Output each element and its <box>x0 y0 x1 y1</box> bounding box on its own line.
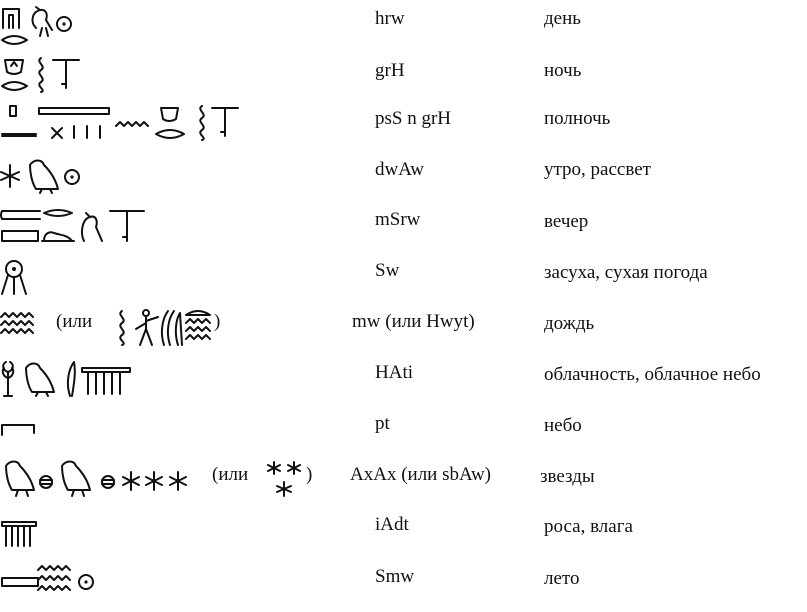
vulture-glyph <box>26 364 54 397</box>
transliteration: hrw <box>375 8 405 29</box>
transliteration: HAti <box>375 362 413 383</box>
sky-pole-glyph <box>53 60 79 88</box>
plant-glyph <box>3 362 13 396</box>
vocab-row <box>0 157 807 207</box>
mouth-glyph <box>2 82 27 90</box>
star-glyph <box>146 472 162 490</box>
man-glyph <box>136 310 158 345</box>
hieroglyph-svg <box>0 56 120 102</box>
hieroglyph-svg <box>0 258 60 304</box>
alt-prefix: (или <box>56 311 93 332</box>
russian-translation: облачность, облачное небо <box>544 364 761 385</box>
placenta-glyph <box>40 476 52 488</box>
hieroglyph-group <box>0 309 340 355</box>
twisted-flax-glyph <box>39 58 42 92</box>
hieroglyph-group <box>0 460 340 506</box>
vocab-row <box>0 411 807 461</box>
vocab-row <box>0 56 807 106</box>
russian-translation: ночь <box>544 60 582 81</box>
hieroglyph-group <box>0 207 340 253</box>
star-glyph <box>288 462 300 474</box>
reed-glyph <box>162 311 174 345</box>
transliteration: AxAx (или sbAw) <box>350 464 492 485</box>
star-glyph <box>268 462 280 474</box>
russian-translation: небо <box>544 415 582 436</box>
hieroglyph-svg <box>0 106 250 152</box>
vocab-row <box>0 207 807 257</box>
russian-translation: звезды <box>540 466 595 487</box>
transliteration: psS n grH <box>375 108 452 129</box>
hieroglyph-group <box>0 157 340 203</box>
twisted-flax-glyph <box>200 106 203 140</box>
transliteration: Sw <box>375 260 400 281</box>
mouth-glyph <box>156 130 184 138</box>
twisted-flax-glyph <box>120 311 123 345</box>
reed-glyph <box>176 313 182 345</box>
small-rect-glyph <box>10 106 16 116</box>
lion-glyph <box>42 232 74 241</box>
sky-pole-glyph <box>110 211 144 241</box>
hieroglyph-group <box>0 106 340 152</box>
vocab-row <box>0 106 807 156</box>
hieroglyph-svg <box>0 411 60 457</box>
hieroglyph-svg <box>0 460 320 506</box>
star-glyph <box>123 472 139 490</box>
alt-suffix: ) <box>306 464 313 485</box>
star-glyph <box>277 482 291 496</box>
sky-glyph <box>2 425 34 435</box>
russian-translation: дождь <box>544 313 595 334</box>
alt-prefix: (или <box>212 464 249 485</box>
basin-glyph <box>1 211 40 219</box>
russian-translation: день <box>544 8 581 29</box>
hieroglyph-svg <box>0 207 160 253</box>
pot-glyph <box>5 60 23 74</box>
bird-glyph <box>6 462 34 497</box>
star-glyph <box>170 472 186 490</box>
vulture-glyph <box>30 161 58 194</box>
hieroglyph-svg <box>0 562 120 602</box>
star-glyph <box>1 165 19 187</box>
cross-glyph <box>52 128 62 138</box>
hieroglyph-svg <box>0 157 120 203</box>
hieroglyph-svg <box>0 309 250 355</box>
water-glyph <box>38 566 70 590</box>
hieroglyph-group <box>0 411 340 457</box>
bird-glyph <box>62 462 90 497</box>
transliteration: dwAw <box>375 159 424 180</box>
hieroglyph-group <box>0 512 340 558</box>
sky-with-rain-glyph <box>186 311 210 339</box>
russian-translation: вечер <box>544 211 589 232</box>
vocab-row <box>0 258 807 308</box>
russian-translation: засуха, сухая погода <box>544 262 708 283</box>
sky-pole-glyph <box>212 108 238 136</box>
vocab-row <box>0 460 807 510</box>
russian-translation: утро, рассвет <box>544 159 651 180</box>
rectangle-glyph <box>3 9 19 28</box>
sky-glyph <box>2 522 36 546</box>
russian-translation: роса, влага <box>544 516 633 537</box>
vocab-row <box>0 309 807 359</box>
russian-translation: полночь <box>544 108 611 129</box>
hieroglyph-group <box>0 56 340 102</box>
transliteration: Smw <box>375 566 415 587</box>
quail-chick-glyph <box>82 213 102 241</box>
transliteration: mw (или Hwyt) <box>352 311 475 332</box>
transliteration: iAdt <box>375 514 409 535</box>
transliteration: grH <box>375 60 405 81</box>
pot-glyph <box>161 108 178 121</box>
vocab-row <box>0 4 807 54</box>
hieroglyph-svg <box>0 360 160 406</box>
mouth-glyph <box>44 210 72 216</box>
plural-strokes-glyph <box>74 126 100 138</box>
bar-glyph <box>2 231 38 241</box>
hieroglyph-svg <box>0 4 120 50</box>
water-glyph <box>116 122 148 126</box>
quail-chick-glyph <box>33 7 52 36</box>
transliteration: mSrw <box>375 209 421 230</box>
sky-glyph <box>82 368 130 394</box>
vocab-row <box>0 360 807 410</box>
bar-glyph <box>39 108 109 114</box>
hieroglyph-group <box>0 360 340 406</box>
alt-suffix: ) <box>214 311 221 332</box>
hieroglyph-group <box>0 4 340 50</box>
bar-glyph <box>2 578 38 586</box>
reed-glyph <box>68 362 75 396</box>
hieroglyph-group <box>0 562 340 608</box>
mouth-glyph <box>2 36 27 44</box>
russian-translation: лето <box>544 568 580 589</box>
transliteration: pt <box>375 413 390 434</box>
water-glyph <box>1 313 33 333</box>
hieroglyph-group <box>0 258 340 304</box>
hieroglyph-svg <box>0 512 60 558</box>
vocab-row <box>0 562 807 612</box>
vocab-row <box>0 512 807 562</box>
placenta-glyph <box>102 476 114 488</box>
